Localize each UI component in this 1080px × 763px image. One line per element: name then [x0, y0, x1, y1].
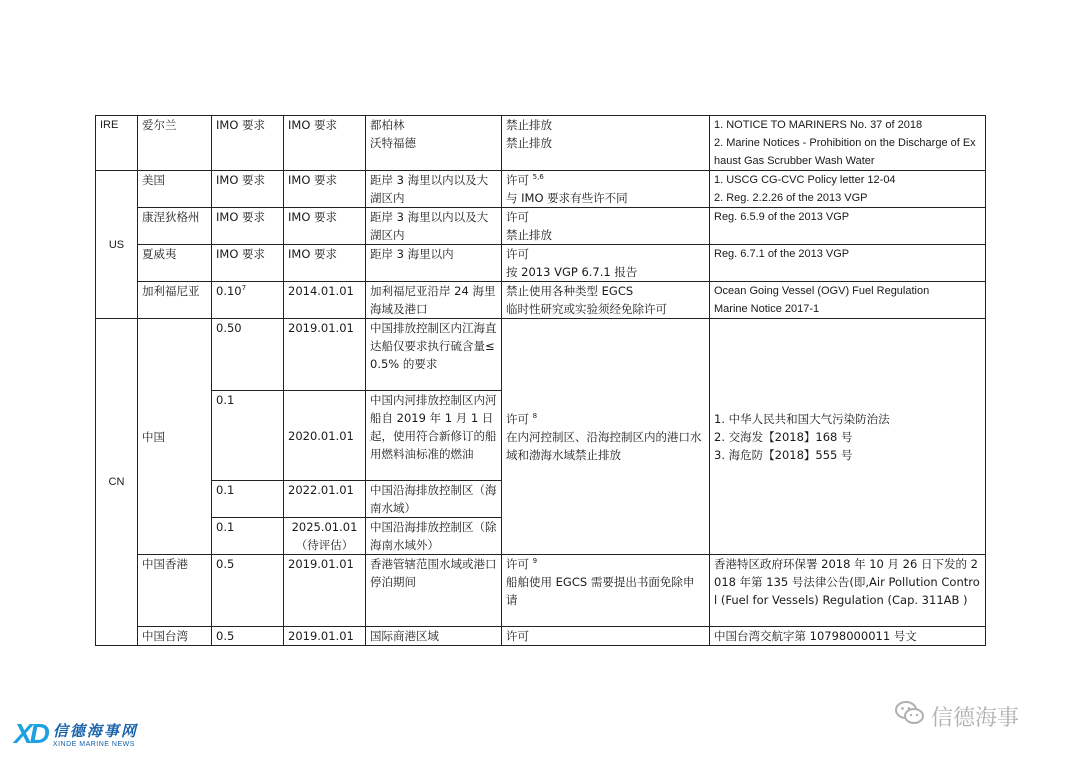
reference-cell: Reg. 6.7.1 of the 2013 VGP	[710, 245, 986, 282]
table-row	[96, 555, 986, 627]
reference-cell: Ocean Going Vessel (OGV) Fuel Regulation Marine Notice 2017-1	[710, 282, 986, 319]
reference-cell: 1. NOTICE TO MARINERS No. 37 of 2018 2. Marine Notices - Prohibition on the Discharge of Exhaust Gas Scrubber Wash Water	[710, 116, 986, 171]
date-cell: 2020.01.01	[284, 391, 366, 481]
sulfur-cell: 0.50	[212, 319, 284, 391]
logo-title: 信德海事网	[52, 722, 138, 740]
table-row	[96, 282, 986, 319]
region-cell: CN	[96, 319, 138, 646]
area-cell: 距岸 3 海里以内	[366, 245, 502, 282]
footnote-ref: 7	[241, 284, 247, 293]
policy-cell	[502, 319, 710, 555]
date-cell: IMO 要求	[284, 208, 366, 245]
date-cell: 2014.01.01	[284, 282, 366, 319]
wechat-watermark	[895, 700, 1019, 732]
policy-text: 在内河控制区、沿海控制区内的港口水域和渤海水域禁止排放	[506, 429, 702, 462]
place-cell: 爱尔兰	[138, 116, 212, 171]
reference-cell: 1. USCG CG-CVC Policy letter 12-04 2. Reg. 2.2.26 of the 2013 VGP	[710, 171, 986, 208]
policy-text: 船舶使用 EGCS 需要提出书面免除申请	[506, 575, 695, 607]
date-cell: IMO 要求	[284, 171, 366, 208]
reference-cell: Reg. 6.5.9 of the 2013 VGP	[710, 208, 986, 245]
place-cell: 中国	[138, 319, 212, 555]
policy-cell: 许可	[502, 627, 710, 646]
xinde-logo	[14, 718, 138, 750]
sulfur-cell: IMO 要求	[212, 245, 284, 282]
region-cell: US	[96, 171, 138, 319]
area-cell: 中国内河排放控制区内河船自 2019 年 1 月 1 日起，使用符合新修订的船用燃料油标准的燃油	[366, 391, 502, 481]
area-cell: 中国沿海排放控制区（除海南水域外）	[366, 518, 502, 555]
policy-cell: 禁止排放 禁止排放	[502, 116, 710, 171]
area-cell: 中国排放控制区内江海直达船仅要求执行硫含量≤0.5% 的要求	[366, 319, 502, 391]
region-cell: IRE	[96, 116, 138, 171]
area-cell: 国际商港区域	[366, 627, 502, 646]
table-row	[96, 171, 986, 208]
sulfur-cell: IMO 要求	[212, 171, 284, 208]
policy-text: 许可	[506, 557, 533, 571]
place-cell: 加利福尼亚	[138, 282, 212, 319]
date-cell: 2025.01.01 （待评估）	[284, 518, 366, 555]
sulfur-cell	[212, 282, 284, 319]
policy-text: 许可	[506, 411, 533, 426]
table-row	[96, 116, 986, 171]
place-cell: 夏威夷	[138, 245, 212, 282]
area-cell: 加利福尼亚沿岸 24 海里海域及港口	[366, 282, 502, 319]
sulfur-cell: IMO 要求	[212, 208, 284, 245]
date-cell: IMO 要求	[284, 116, 366, 171]
area-cell: 都柏林 沃特福德	[366, 116, 502, 171]
regulation-table	[95, 115, 986, 646]
place-cell: 中国台湾	[138, 627, 212, 646]
date-cell: 2019.01.01	[284, 555, 366, 627]
footnote-ref: 8	[532, 411, 538, 420]
policy-cell: 许可 按 2013 VGP 6.7.1 报告	[502, 245, 710, 282]
policy-cell	[502, 555, 710, 627]
sulfur-cell: 0.1	[212, 481, 284, 518]
sulfur-cell: 0.1	[212, 518, 284, 555]
wechat-icon	[895, 700, 925, 732]
logo-text	[53, 720, 138, 748]
footnote-ref: 9	[532, 557, 538, 566]
table-row	[96, 319, 986, 391]
policy-cell: 许可 禁止排放	[502, 208, 710, 245]
policy-cell	[502, 171, 710, 208]
table-row	[96, 208, 986, 245]
footnote-ref: 5,6	[532, 173, 544, 182]
sulfur-cell: 0.5	[212, 627, 284, 646]
area-cell: 距岸 3 海里以内以及大湖区内	[366, 171, 502, 208]
area-cell: 中国沿海排放控制区（海南水域）	[366, 481, 502, 518]
place-cell: 康涅狄格州	[138, 208, 212, 245]
logo-subtitle: XINDE MARINE NEWS	[52, 741, 135, 748]
sulfur-cell: 0.5	[212, 555, 284, 627]
policy-text: 许可	[506, 173, 533, 187]
place-cell: 美国	[138, 171, 212, 208]
date-cell: 2019.01.01	[284, 319, 366, 391]
sulfur-value: 0.10	[216, 284, 242, 298]
table-row	[96, 245, 986, 282]
date-cell: 2019.01.01	[284, 627, 366, 646]
date-cell: 2022.01.01	[284, 481, 366, 518]
area-cell: 香港管辖范围水域或港口停泊期间	[366, 555, 502, 627]
policy-text: 与 IMO 要求有些许不同	[506, 191, 628, 205]
wechat-account-name: 信德海事	[931, 705, 1020, 731]
policy-cell: 禁止使用各种类型 EGCS 临时性研究或实验须经免除许可	[502, 282, 710, 319]
reference-cell: 中国台湾交航字第 10798000011 号文	[710, 627, 986, 646]
reference-cell: 香港特区政府环保署 2018 年 10 月 26 日下发的 2018 年第 135 号法律公告(即,Air Pollution Control (Fuel for Vessels) Regulation (Cap. 311AB )	[710, 555, 986, 627]
area-cell: 距岸 3 海里以内以及大湖区内	[366, 208, 502, 245]
table-row	[96, 627, 986, 646]
place-cell: 中国香港	[138, 555, 212, 627]
sulfur-cell: 0.1	[212, 391, 284, 481]
reference-cell: 1. 中华人民共和国大气污染防治法 2. 交海发【2018】168 号 3. 海危防【2018】555 号	[710, 319, 986, 555]
date-cell: IMO 要求	[284, 245, 366, 282]
sulfur-cell: IMO 要求	[212, 116, 284, 171]
logo-mark: XD	[14, 718, 47, 749]
